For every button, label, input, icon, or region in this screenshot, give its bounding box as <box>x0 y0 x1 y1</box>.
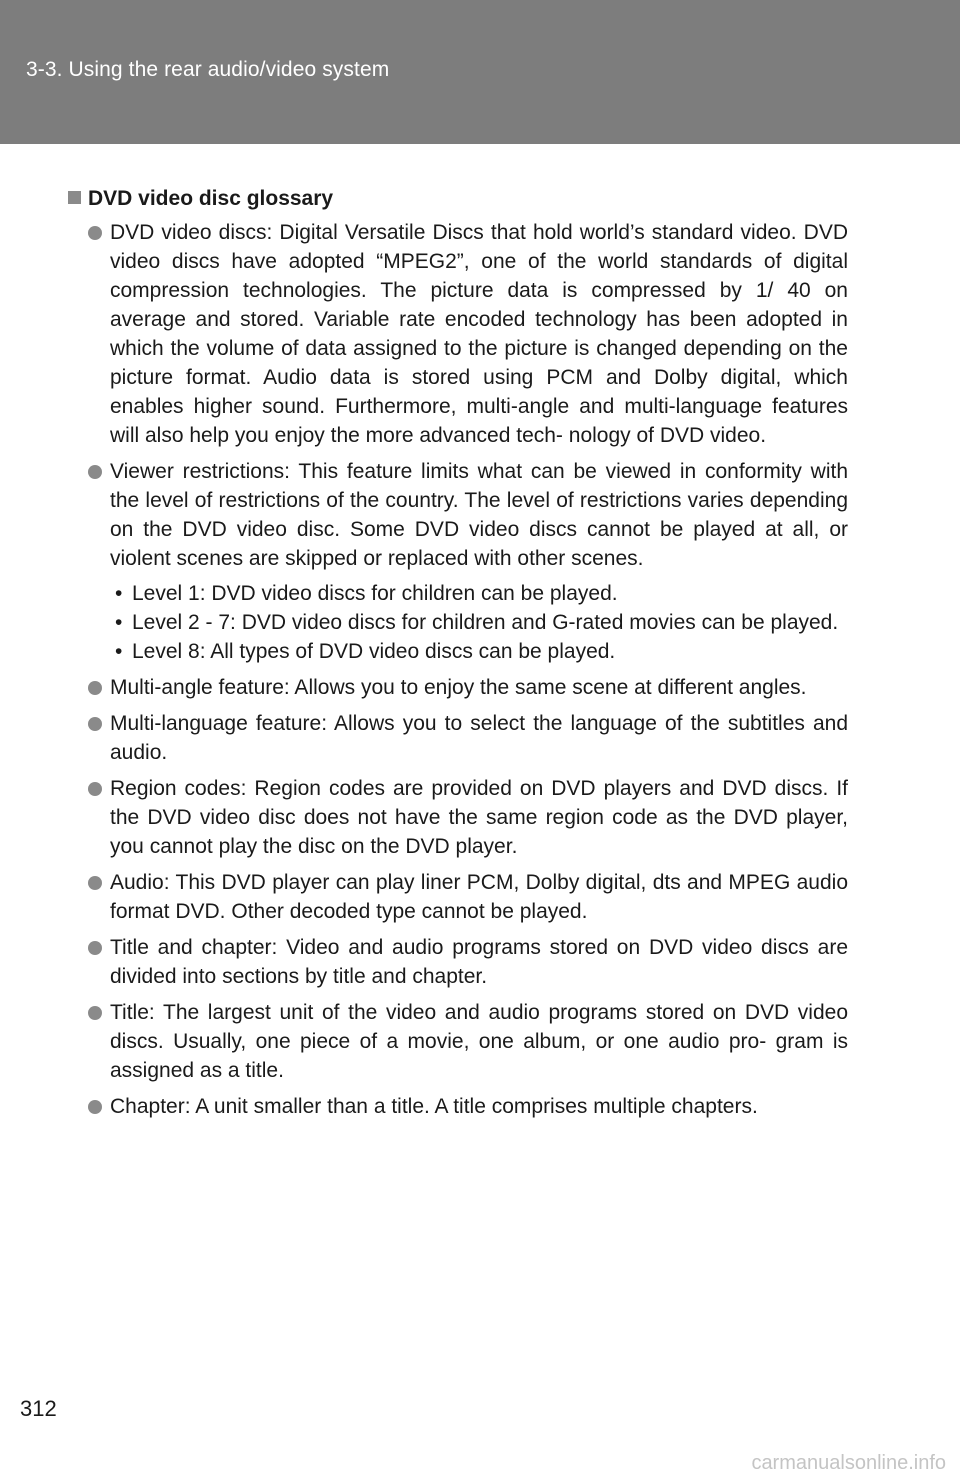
item-text: Region codes: Region codes are provided on DVD players and DVD discs. If the DVD video disc does not have the same region code as the DVD player, you cannot play the disc on the DVD player. <box>110 777 848 858</box>
glossary-item-multi-language <box>88 709 848 767</box>
item-text: Multi-angle feature: Allows you to enjoy the same scene at different angles. <box>110 676 807 699</box>
level-item <box>110 579 848 608</box>
circle-bullet-icon <box>88 941 102 955</box>
circle-bullet-icon <box>88 1100 102 1114</box>
item-text: Audio: This DVD player can play liner PCM, Dolby digital, dts and MPEG audio format DVD. Other decoded type cannot be played. <box>110 871 848 923</box>
glossary-item-region-codes <box>88 774 848 861</box>
level-text: Level 1: DVD video discs for children can be played. <box>132 582 618 605</box>
level-item <box>110 637 848 666</box>
item-text: Multi-language feature: Allows you to select the language of the subtitles and audio. <box>110 712 848 764</box>
level-item <box>110 608 848 637</box>
circle-bullet-icon <box>88 226 102 240</box>
section-heading-text: DVD video disc glossary <box>88 187 334 210</box>
circle-bullet-icon <box>88 782 102 796</box>
bullet-glyph: • <box>115 611 123 634</box>
item-text: DVD video discs: Digital Versatile Discs that hold world’s standard video. DVD video discs have adopted “MPEG2”, one of the world standards of digital compression technologies. The picture data is compressed by 1/ 40 on average and stored. Variable rate encoded technology has been adopted in which the volume of data assigned to the picture is changed depending on the picture format. Audio data is stored using PCM and Dolby digital, which enables higher sound. Furthermore, multi-angle and multi-language features will also help you enjoy the more advanced tech- nology of DVD video. <box>110 221 848 447</box>
square-bullet-icon <box>68 191 81 204</box>
glossary-item-multi-angle <box>88 673 848 702</box>
page-header <box>0 0 960 144</box>
circle-bullet-icon <box>88 876 102 890</box>
item-text: Title: The largest unit of the video and audio programs stored on DVD video discs. Usually, one piece of a movie, one album, or one audio pro- gram is assigned as a title. <box>110 1001 848 1082</box>
circle-bullet-icon <box>88 681 102 695</box>
glossary-item-title <box>88 998 848 1085</box>
circle-bullet-icon <box>88 465 102 479</box>
glossary-item-dvd-video-discs <box>88 218 848 450</box>
glossary-item-audio <box>88 868 848 926</box>
level-text: Level 2 - 7: DVD video discs for children and G-rated movies can be played. <box>132 611 839 634</box>
circle-bullet-icon <box>88 1006 102 1020</box>
item-text: Chapter: A unit smaller than a title. A title comprises multiple chapters. <box>110 1095 758 1118</box>
glossary-item-title-and-chapter <box>88 933 848 991</box>
restriction-levels-list <box>110 579 848 666</box>
glossary-list <box>88 218 848 1121</box>
item-text: Viewer restrictions: This feature limits what can be viewed in conformity with the level of restrictions of the country. The level of restrictions varies depending on the DVD video disc. Some DVD video discs cannot be played at all, or violent scenes are skipped or replaced with other scenes. <box>110 460 848 570</box>
page-content <box>88 184 848 1128</box>
circle-bullet-icon <box>88 717 102 731</box>
glossary-item-viewer-restrictions <box>88 457 848 666</box>
watermark: carmanualsonline.info <box>751 1452 946 1474</box>
glossary-item-chapter <box>88 1092 848 1121</box>
level-text: Level 8: All types of DVD video discs can be played. <box>132 640 616 663</box>
chapter-title: 3-3. Using the rear audio/video system <box>26 58 390 81</box>
bullet-glyph: • <box>115 640 123 663</box>
bullet-glyph: • <box>115 582 123 605</box>
page-number: 312 <box>20 1396 57 1421</box>
item-text: Title and chapter: Video and audio programs stored on DVD video discs are divided into sections by title and chapter. <box>110 936 848 988</box>
section-heading <box>68 184 848 213</box>
